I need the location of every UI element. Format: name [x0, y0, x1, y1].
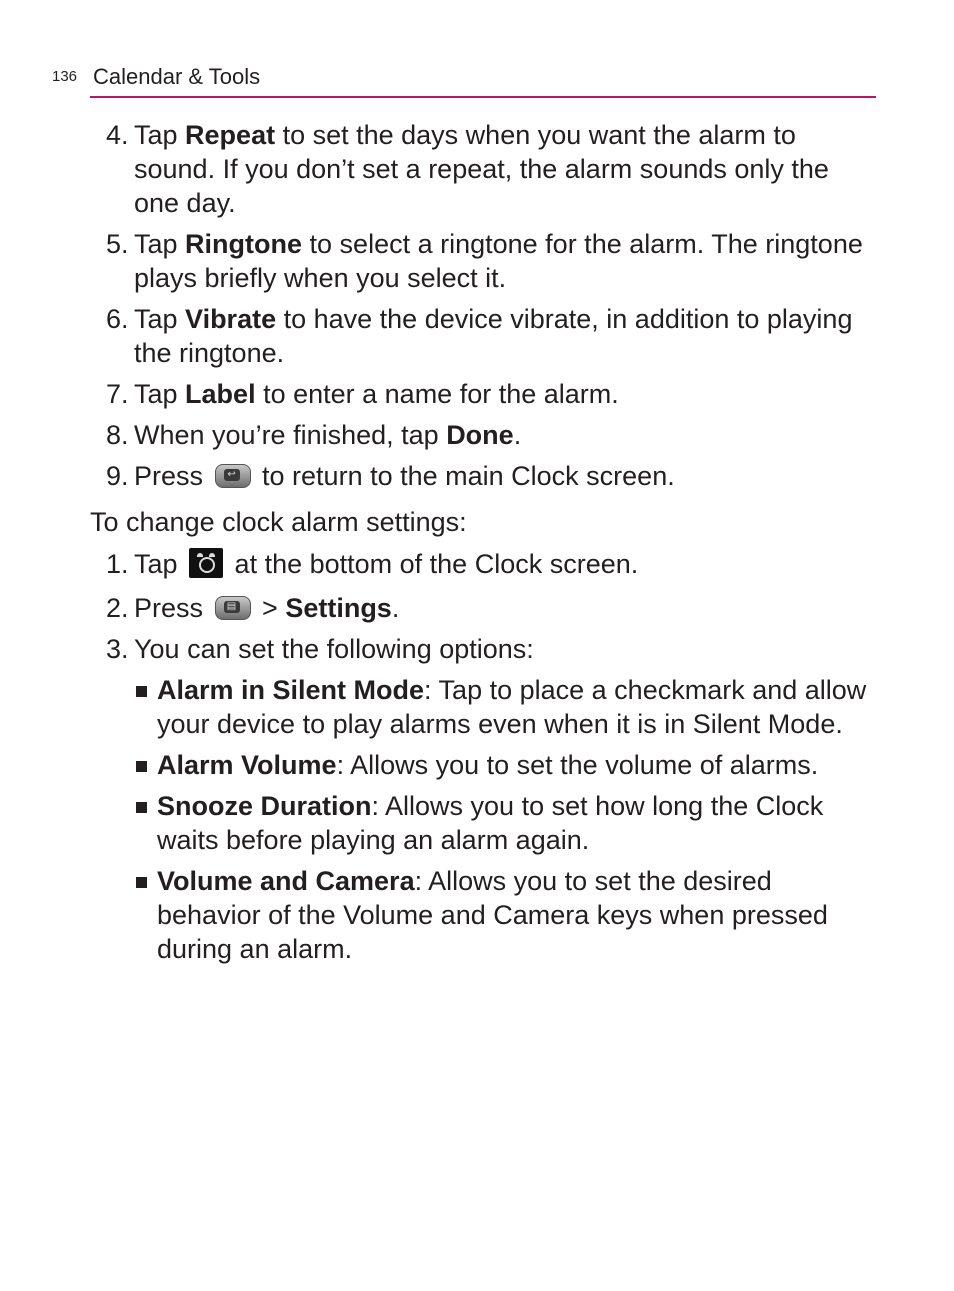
step-number: 3. [106, 633, 129, 664]
step-number: 4. [106, 120, 129, 150]
option-item [134, 789, 880, 857]
option-item [134, 748, 880, 782]
page-header [52, 62, 875, 100]
step-text: Tap [134, 549, 186, 579]
option-term: Volume and Camera [157, 865, 415, 896]
step-text: to select a ringtone for the alarm. The ringtone plays briefly when you select it. [134, 229, 863, 293]
step-term: Done [446, 420, 514, 450]
step-text: You can set the following options: [134, 633, 534, 664]
step-term: Vibrate [185, 304, 277, 334]
option-term: Alarm in Silent Mode [157, 674, 425, 705]
step-text: . [513, 420, 522, 450]
step-text: When you’re finished, tap [134, 420, 447, 450]
step-term: Repeat [185, 120, 276, 150]
alarm-clock-icon [189, 548, 223, 578]
bullet-square-icon [136, 761, 147, 772]
option-text: : Allows you to set the volume of alarms. [336, 749, 819, 780]
back-key-icon: ↩ [215, 464, 251, 488]
section-subheading: To change clock alarm settings: [90, 507, 467, 537]
section-title: Calendar & Tools [93, 64, 261, 89]
step-number: 8. [106, 420, 129, 450]
list-item-step-2 [90, 591, 880, 625]
list-item-step-9 [90, 459, 880, 493]
option-term: Snooze Duration [157, 790, 372, 821]
header-divider [90, 96, 876, 98]
step-text: to return to the main Clock screen. [254, 461, 675, 491]
option-item [134, 864, 880, 966]
steps-list-settings [90, 547, 880, 966]
step-text: Tap [134, 120, 186, 150]
step-text: Tap [134, 304, 186, 334]
step-text: . [391, 592, 400, 623]
step-term: Settings [285, 592, 392, 623]
step-number: 5. [106, 229, 129, 259]
step-text: Press [134, 461, 211, 491]
step-number: 1. [106, 549, 129, 579]
step-text: at the bottom of the Clock screen. [227, 549, 639, 579]
list-item-step-7 [90, 377, 880, 411]
step-number: 2. [106, 592, 129, 623]
step-text: Tap [134, 229, 186, 259]
step-term: Label [185, 379, 256, 409]
list-item-step-5 [90, 227, 880, 295]
step-text: to have the device vibrate, in addition to playing the ringtone. [134, 304, 853, 368]
bullet-square-icon [136, 802, 147, 813]
step-text: > [254, 592, 286, 623]
step-number: 6. [106, 304, 129, 334]
list-item-step-1 [90, 547, 880, 584]
list-item-step-6 [90, 302, 880, 370]
bullet-square-icon [136, 877, 147, 888]
steps-list-alarm [90, 118, 880, 493]
step-text: Press [134, 592, 211, 623]
step-term: Ringtone [185, 229, 303, 259]
step-text: Tap [134, 379, 186, 409]
menu-key-icon: ▤ [215, 596, 251, 620]
list-item-step-8 [90, 418, 880, 452]
options-list [134, 673, 880, 966]
list-item-step-3 [90, 632, 880, 966]
step-number: 9. [106, 461, 129, 491]
step-text: to enter a name for the alarm. [255, 379, 619, 409]
option-item [134, 673, 880, 741]
step-text: to set the days when you want the alarm to sound. If you don’t set a repeat, the alarm sounds only the one day. [134, 120, 829, 218]
page-body [90, 118, 880, 973]
step-number: 7. [106, 379, 129, 409]
option-term: Alarm Volume [157, 749, 337, 780]
bullet-square-icon [136, 686, 147, 697]
option-text: : Tap to place a checkmark and allow your device to play alarms even when it is in Silent Mode. [157, 674, 867, 739]
page-number: 136 [52, 68, 78, 85]
list-item-step-4 [90, 118, 880, 220]
option-text: : Allows you to set how long the Clock waits before playing an alarm again. [157, 790, 824, 855]
option-text: : Allows you to set the desired behavior of the Volume and Camera keys when pressed during an alarm. [157, 865, 828, 964]
